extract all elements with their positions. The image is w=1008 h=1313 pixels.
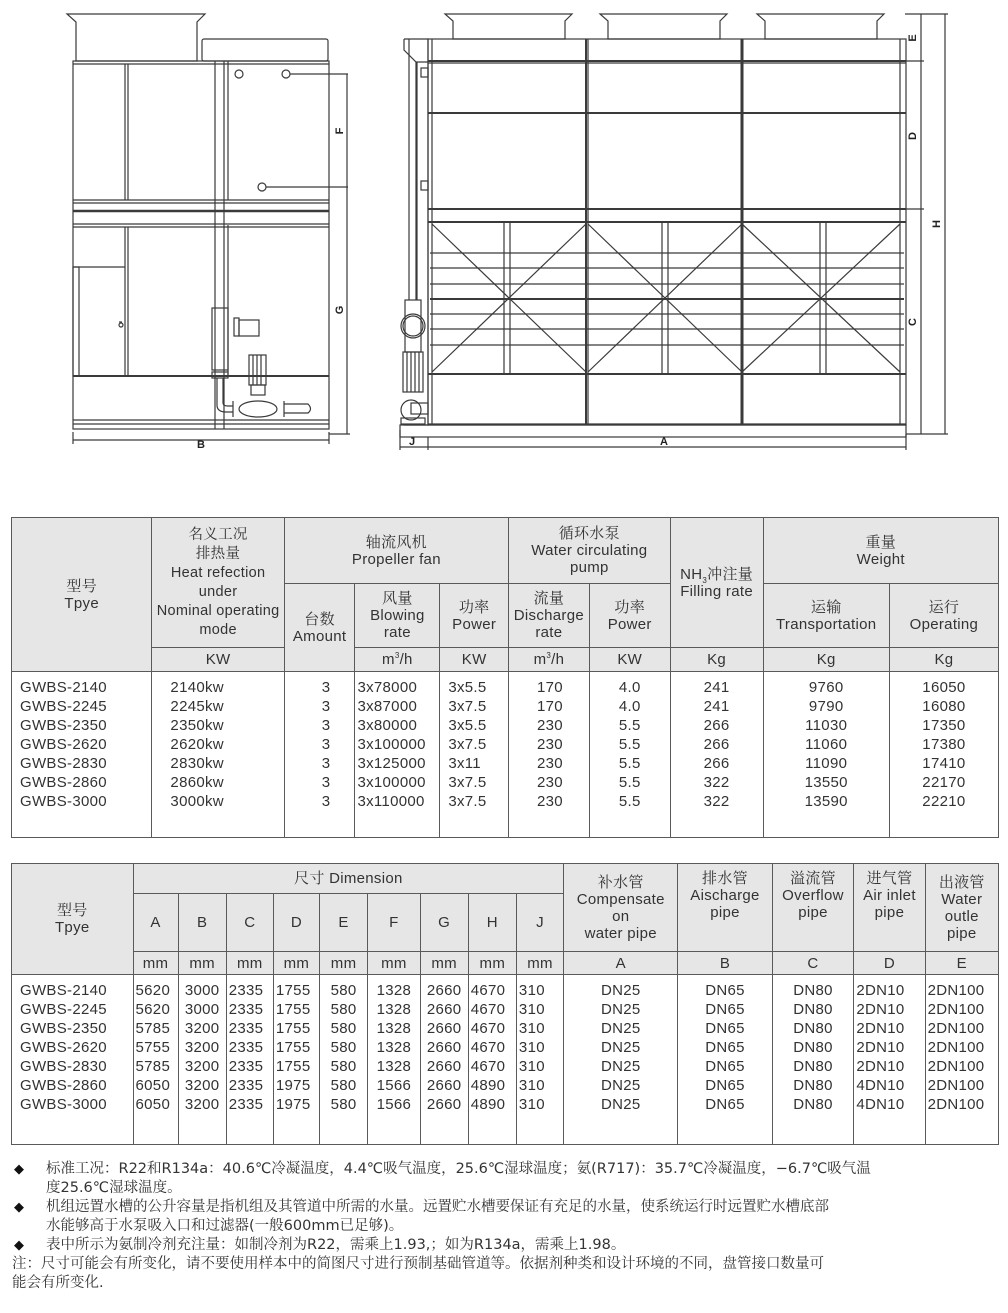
table-cell: 322 <box>703 774 730 791</box>
table-cell: 1755 <box>275 1058 311 1075</box>
nh3-column <box>670 672 763 838</box>
table-cell: GWBS-2620 <box>20 736 107 753</box>
table-cell: 266 <box>703 736 730 753</box>
table-cell: 1755 <box>275 1039 311 1056</box>
table-cell: 2335 <box>228 1058 264 1075</box>
blowing-rate-header: 风量 Blowing rate <box>355 584 440 648</box>
discharge-code: B <box>678 952 772 975</box>
table-cell: 3 <box>321 698 331 715</box>
table-cell: 310 <box>518 1020 545 1037</box>
table-cell: 1328 <box>376 1039 412 1056</box>
table-cell: 1566 <box>376 1077 412 1094</box>
table-cell: 5785 <box>135 1020 171 1037</box>
fan-power-column <box>440 672 509 838</box>
table-cell: 16080 <box>922 698 966 715</box>
table-cell: DN65 <box>705 1077 745 1094</box>
table-cell: 170 <box>537 679 563 696</box>
table-cell: 11030 <box>805 717 848 734</box>
note-item: ◆ 标准工况：R22和R134a：40.6℃冷凝温度，4.4℃吸气温度，25.6℃湿球温度；氨(R717)：35.7℃冷凝温度，−6.7℃吸气温 度25.6℃湿球温度。 <box>14 1161 871 1196</box>
dim-letter-d: D <box>273 894 319 952</box>
note-item: ◆ 机组远置水槽的公升容量是指机组及其管道中所需的水量。远置贮水槽要保证有充足的水量，使系统运行时远置贮水槽底部 水能够高于水泵吸入口和过滤器(一般600mm已足够)。 <box>14 1199 829 1234</box>
table-cell: 17380 <box>922 736 966 753</box>
table-cell: 3 <box>321 774 331 791</box>
table-cell: 4890 <box>470 1077 506 1094</box>
fan-power-unit: KW <box>440 648 509 672</box>
table-cell: GWBS-2350 <box>20 717 107 734</box>
table-cell: 3x5.5 <box>448 717 487 734</box>
table-cell: 5.5 <box>618 774 641 791</box>
table-cell: 241 <box>703 698 730 715</box>
table-cell: DN65 <box>705 1058 745 1075</box>
dim-letter-h: H <box>468 894 516 952</box>
table-cell: DN25 <box>600 1001 641 1018</box>
dim-label-b: B <box>197 439 205 451</box>
pump-power-unit: KW <box>589 648 670 672</box>
table-cell: 2DN10 <box>856 982 905 999</box>
table-cell: 2660 <box>426 1077 462 1094</box>
dim-letter-b: B <box>178 894 226 952</box>
heat-unit: KW <box>152 648 284 672</box>
table-cell: 580 <box>330 1001 357 1018</box>
table-cell: 13550 <box>804 774 848 791</box>
dim-unit: mm <box>273 952 319 975</box>
table-cell: 3x11 <box>448 755 481 772</box>
table-cell: 3x100000 <box>357 774 426 791</box>
top-box <box>202 39 328 61</box>
table-cell: DN25 <box>600 1077 641 1094</box>
table-cell: 1566 <box>376 1096 412 1113</box>
table-cell: GWBS-2140 <box>20 679 107 696</box>
table-cell: 2DN10 <box>856 1001 905 1018</box>
table-cell: 1975 <box>275 1096 311 1113</box>
table-cell: 3x87000 <box>357 698 418 715</box>
heat-column <box>152 672 284 838</box>
table-cell: 2660 <box>426 1039 462 1056</box>
table-cell: GWBS-3000 <box>20 793 107 810</box>
technical-drawings <box>0 0 1008 470</box>
side-casing <box>73 61 329 429</box>
table-cell: 1328 <box>376 1020 412 1037</box>
table-cell: GWBS-2860 <box>20 774 107 791</box>
pump-power-column <box>589 672 670 838</box>
table-cell: GWBS-2350 <box>20 1020 107 1037</box>
nh3-unit: Kg <box>670 648 763 672</box>
table-cell: 3 <box>321 793 331 810</box>
dim-letter-g: G <box>420 894 468 952</box>
table-cell: 3 <box>321 755 331 772</box>
table-cell: 5620 <box>135 1001 171 1018</box>
table-cell: DN80 <box>793 1058 833 1075</box>
table-cell: 5755 <box>135 1039 171 1056</box>
table-cell: 230 <box>537 717 563 734</box>
table-cell: 310 <box>518 1001 545 1018</box>
table-cell: 580 <box>330 1020 357 1037</box>
overflow-column <box>772 975 854 1145</box>
dim-g-column <box>420 975 468 1145</box>
model-column <box>12 975 134 1145</box>
table-cell: DN80 <box>793 982 833 999</box>
table-cell: GWBS-2620 <box>20 1039 107 1056</box>
table-cell: 4670 <box>470 1058 506 1075</box>
table-cell: 2620kw <box>170 736 224 753</box>
table-cell: 2660 <box>426 1001 462 1018</box>
front-view-drawing <box>400 14 948 450</box>
table-cell: 2660 <box>426 1096 462 1113</box>
table-cell: 4890 <box>470 1096 506 1113</box>
table-cell: 4670 <box>470 1020 506 1037</box>
table-cell: DN25 <box>600 1039 641 1056</box>
dimension-header: 尺寸 Dimension <box>133 864 564 894</box>
table-cell: 2350kw <box>170 717 224 734</box>
notes-section <box>12 1160 1002 1293</box>
table-cell: 3x7.5 <box>448 736 487 753</box>
table-cell: 3200 <box>184 1096 220 1113</box>
dim-h-column <box>468 975 516 1145</box>
table-cell: 2335 <box>228 1096 264 1113</box>
dim-a-column <box>133 975 178 1145</box>
table-cell: 2DN100 <box>927 982 985 999</box>
table-cell: 310 <box>518 1096 545 1113</box>
dim-label-f: F <box>334 127 346 135</box>
water-outlet-column <box>925 975 998 1145</box>
table-cell: 1328 <box>376 1058 412 1075</box>
table-cell: DN25 <box>600 982 641 999</box>
table-cell: 241 <box>703 679 730 696</box>
fan-power-header: 功率 Power <box>440 584 509 648</box>
table-cell: 3000kw <box>170 793 224 810</box>
table-cell: DN65 <box>705 1001 745 1018</box>
compensation-code: A <box>564 952 678 975</box>
dim-d-column <box>273 975 319 1145</box>
table-cell: 2DN100 <box>927 1001 985 1018</box>
dimension-table <box>11 863 999 1145</box>
table-cell: 22210 <box>922 793 966 810</box>
table-cell: 5.5 <box>618 717 641 734</box>
dim-label-j: J <box>408 436 416 448</box>
table-cell: 266 <box>703 717 730 734</box>
table-cell: 310 <box>518 1039 545 1056</box>
amount-header: 台数 Amount <box>284 584 355 672</box>
dim-label-a: A <box>660 436 668 448</box>
table-cell: 22170 <box>922 774 966 791</box>
transportation-header: 运输 Transportation <box>763 584 889 648</box>
operating-unit: Kg <box>889 648 998 672</box>
table-cell: 3x5.5 <box>448 679 487 696</box>
dim-letter-a: A <box>133 894 178 952</box>
table-cell: 6050 <box>135 1077 171 1094</box>
type-header: 型号 Tpye <box>12 518 152 672</box>
water-outlet-pipe-header: 出液管 Water outle pipe <box>925 864 998 952</box>
table-cell: GWBS-3000 <box>20 1096 107 1113</box>
table-cell: DN65 <box>705 1020 745 1037</box>
table-cell: 13590 <box>804 793 848 810</box>
dim-letter-c: C <box>226 894 273 952</box>
table-cell: 2660 <box>426 982 462 999</box>
air-inlet-code: D <box>854 952 925 975</box>
transportation-column <box>763 672 889 838</box>
table-cell: GWBS-2140 <box>20 982 107 999</box>
dim-unit: mm <box>133 952 178 975</box>
table-cell: DN80 <box>793 1077 833 1094</box>
table-cell: 1755 <box>275 1001 311 1018</box>
table-cell: DN25 <box>600 1096 641 1113</box>
table-cell: 4.0 <box>618 679 641 696</box>
table-cell: GWBS-2245 <box>20 698 107 715</box>
table-cell: 4670 <box>470 1001 506 1018</box>
table-cell: 2830kw <box>170 755 224 772</box>
note-disclaimer: 注：尺寸可能会有所变化，请不要使用样本中的简图尺寸进行预制基础管道等。依据剂种类和设计环境的不同，盘管接口数量可 能会有所变化. <box>12 1256 824 1291</box>
table-cell: 2DN100 <box>927 1058 985 1075</box>
table-cell: 4DN10 <box>856 1096 905 1113</box>
discharge-rate-header: 流量 Discharge rate <box>509 584 590 648</box>
dim-letter-j: J <box>516 894 563 952</box>
table-cell: 1328 <box>376 982 412 999</box>
table-cell: 5620 <box>135 982 171 999</box>
overflow-code: C <box>772 952 854 975</box>
table-cell: 580 <box>330 1096 357 1113</box>
table-cell: 2860kw <box>170 774 224 791</box>
weight-header: 重量 Weight <box>763 518 998 584</box>
dim-label-c: C <box>907 318 919 326</box>
table-cell: 11090 <box>805 755 848 772</box>
dim-label-d: D <box>907 132 919 140</box>
table-cell: 2DN100 <box>927 1077 985 1094</box>
table-cell: 3x7.5 <box>448 793 487 810</box>
table-cell: DN80 <box>793 1001 833 1018</box>
dim-unit: mm <box>226 952 273 975</box>
blowing-unit: $m^3/h$ <box>355 648 440 672</box>
table-cell: 230 <box>537 736 563 753</box>
table-cell: 3200 <box>184 1077 220 1094</box>
discharge-column <box>509 672 590 838</box>
dim-label-e: E <box>907 34 919 42</box>
dim-label-h: H <box>931 220 943 228</box>
table-cell: GWBS-2830 <box>20 755 107 772</box>
dim-unit: mm <box>319 952 367 975</box>
table-cell: 580 <box>330 982 357 999</box>
table-cell: DN65 <box>705 1096 745 1113</box>
dim-unit: mm <box>368 952 420 975</box>
diamond-bullet-icon: ◆ <box>14 1162 24 1177</box>
table-cell: DN25 <box>600 1058 641 1075</box>
amount-column <box>284 672 355 838</box>
table-cell: 2335 <box>228 1001 264 1018</box>
table-cell: 11060 <box>805 736 848 753</box>
diamond-bullet-icon: ◆ <box>14 1200 24 1215</box>
type-header: 型号 Tpye <box>12 864 134 975</box>
dim-c-column <box>226 975 273 1145</box>
table-cell: 2335 <box>228 982 264 999</box>
table-cell: 2DN100 <box>927 1020 985 1037</box>
table-cell: 3 <box>321 717 331 734</box>
table-cell: 3 <box>321 679 331 696</box>
table-cell: 1975 <box>275 1077 311 1094</box>
transportation-unit: Kg <box>763 648 889 672</box>
discharge-pipe-header: 排水管 Aischarge pipe <box>678 864 772 952</box>
dim-unit: mm <box>516 952 563 975</box>
table-cell: 5.5 <box>618 793 641 810</box>
compensation-pipe-header: 补水管 Compensate on water pipe <box>564 864 678 952</box>
operating-header: 运行 Operating <box>889 584 998 648</box>
table-cell: 2335 <box>228 1077 264 1094</box>
table-cell: 9760 <box>808 679 844 696</box>
dim-letter-f: F <box>368 894 420 952</box>
table-cell: 3x78000 <box>357 679 418 696</box>
table-cell: GWBS-2245 <box>20 1001 107 1018</box>
table-cell: 3x7.5 <box>448 698 487 715</box>
table-cell: 4670 <box>470 1039 506 1056</box>
nh3-filling-header: $NH_3$冲注量 Filling rate <box>670 518 763 648</box>
table-cell: 4DN10 <box>856 1077 905 1094</box>
table-cell: 310 <box>518 982 545 999</box>
table-cell: 3000 <box>184 982 220 999</box>
table-cell: GWBS-2860 <box>20 1077 107 1094</box>
table-cell: DN25 <box>600 1020 641 1037</box>
table-cell: DN80 <box>793 1096 833 1113</box>
heat-header: 名义工况 排热量 Heat refection under Nominal operating mode <box>152 518 284 648</box>
table-cell: 580 <box>330 1077 357 1094</box>
dim-b-column <box>178 975 226 1145</box>
table-cell: 266 <box>703 755 730 772</box>
table-cell: 3200 <box>184 1039 220 1056</box>
table-cell: 170 <box>537 698 563 715</box>
table-cell: 9790 <box>808 698 844 715</box>
table-cell: DN65 <box>705 982 745 999</box>
discharge-unit: $m^3/h$ <box>509 648 590 672</box>
note-item: ◆ 表中所示为氨制冷剂充注量：如制冷剂为R22，需乘上1.93,；如为R134a，需乘上1.98。 <box>14 1237 626 1253</box>
table-cell: 3x110000 <box>357 793 425 810</box>
table-cell: 230 <box>537 755 563 772</box>
table-cell: 3x80000 <box>357 717 418 734</box>
table-cell: 3200 <box>184 1020 220 1037</box>
dim-label-g: G <box>334 305 346 315</box>
table-cell: 1328 <box>376 1001 412 1018</box>
table-cell: 16050 <box>922 679 966 696</box>
table-cell: 4670 <box>470 982 506 999</box>
table-cell: 2DN100 <box>927 1039 985 1056</box>
table-cell: 1755 <box>275 982 311 999</box>
operating-column <box>889 672 998 838</box>
table-cell: 2335 <box>228 1020 264 1037</box>
table-cell: 5.5 <box>618 755 641 772</box>
blowing-column <box>355 672 440 838</box>
model-column <box>12 672 152 838</box>
table-cell: 17350 <box>922 717 966 734</box>
water-pump-header: 循环水泵 Water circulating pump <box>509 518 671 584</box>
table-cell: 3200 <box>184 1058 220 1075</box>
table-cell: 3x7.5 <box>448 774 487 791</box>
performance-table <box>11 517 999 838</box>
table-cell: 2660 <box>426 1058 462 1075</box>
water-outlet-code: E <box>925 952 998 975</box>
dim-f-column <box>368 975 420 1145</box>
fan-hood <box>67 14 205 61</box>
air-inlet-column <box>854 975 925 1145</box>
propeller-fan-header: 轴流风机 Propeller fan <box>284 518 508 584</box>
table-cell: 5785 <box>135 1058 171 1075</box>
table-cell: 3000 <box>184 1001 220 1018</box>
dim-j-column <box>516 975 563 1145</box>
table-cell: 310 <box>518 1058 545 1075</box>
side-view-drawing <box>0 0 1008 470</box>
table-cell: 3 <box>321 736 331 753</box>
dim-letter-e: E <box>319 894 367 952</box>
table-cell: 2335 <box>228 1039 264 1056</box>
table-cell: DN80 <box>793 1039 833 1056</box>
table-cell: 230 <box>537 793 563 810</box>
table-cell: 580 <box>330 1039 357 1056</box>
discharge-pipe-column <box>678 975 772 1145</box>
dim-unit: mm <box>468 952 516 975</box>
table-cell: 2DN10 <box>856 1058 905 1075</box>
table-cell: 2DN100 <box>927 1096 985 1113</box>
table-cell: 5.5 <box>618 736 641 753</box>
compensation-column <box>564 975 678 1145</box>
diamond-bullet-icon: ◆ <box>14 1238 24 1253</box>
table-cell: 3x125000 <box>357 755 426 772</box>
table-cell: 2DN10 <box>856 1039 905 1056</box>
table-cell: 2660 <box>426 1020 462 1037</box>
dim-unit: mm <box>420 952 468 975</box>
dim-e-column <box>319 975 367 1145</box>
air-inlet-pipe-header: 进气管 Air inlet pipe <box>854 864 925 952</box>
table-cell: 17410 <box>922 755 966 772</box>
table-cell: 1755 <box>275 1020 311 1037</box>
table-cell: 310 <box>518 1077 545 1094</box>
table-cell: DN65 <box>705 1039 745 1056</box>
table-cell: 4.0 <box>618 698 641 715</box>
table-cell: 2140kw <box>170 679 224 696</box>
pump-power-header: 功率 Power <box>589 584 670 648</box>
table-cell: 3x100000 <box>357 736 426 753</box>
table-cell: 2DN10 <box>856 1020 905 1037</box>
table-cell: 6050 <box>135 1096 171 1113</box>
table-cell: 322 <box>703 793 730 810</box>
table-cell: 230 <box>537 774 563 791</box>
table-cell: 580 <box>330 1058 357 1075</box>
table-cell: GWBS-2830 <box>20 1058 107 1075</box>
table-cell: DN80 <box>793 1020 833 1037</box>
table-cell: 2245kw <box>170 698 224 715</box>
dim-unit: mm <box>178 952 226 975</box>
overflow-pipe-header: 溢流管 Overflow pipe <box>772 864 854 952</box>
